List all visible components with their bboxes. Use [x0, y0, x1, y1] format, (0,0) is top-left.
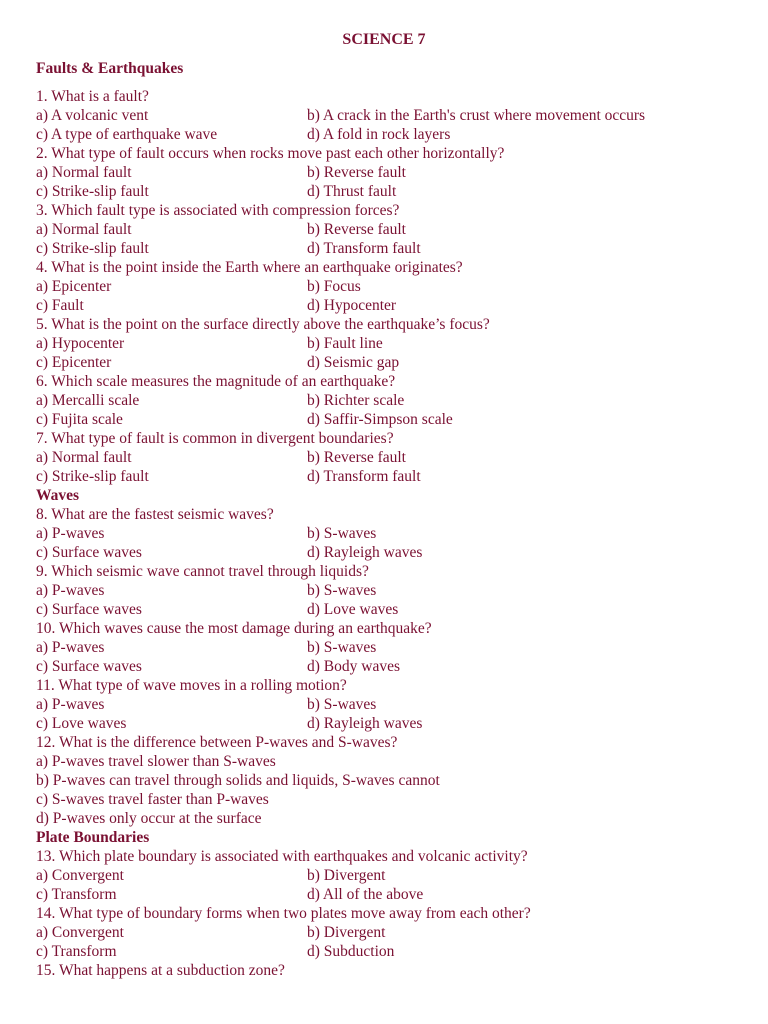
- answer-option: c) Surface waves: [36, 601, 142, 618]
- answer-options-row: [36, 923, 736, 942]
- answer-option: d) Body waves: [307, 658, 400, 675]
- question-line: [36, 752, 736, 771]
- answer-option: a) Normal fault: [36, 449, 132, 466]
- question-line: [36, 429, 736, 448]
- answer-option: b) Divergent: [307, 924, 386, 941]
- answer-options-row: [36, 524, 736, 543]
- question-text: 2. What type of fault occurs when rocks move past each other horizontally?: [36, 145, 505, 162]
- question-line: [36, 961, 736, 980]
- question-line: [36, 771, 736, 790]
- answer-option: c) Surface waves: [36, 658, 142, 675]
- question-line: [36, 201, 736, 220]
- answer-option: b) S-waves: [307, 639, 377, 656]
- answer-options-row: [36, 543, 736, 562]
- answer-option: a) Hypocenter: [36, 335, 125, 352]
- question-text: 9. Which seismic wave cannot travel through liquids?: [36, 563, 369, 580]
- question-text: 15. What happens at a subduction zone?: [36, 962, 285, 979]
- answer-option: b) Reverse fault: [307, 164, 406, 181]
- answer-option: d) Hypocenter: [307, 297, 397, 314]
- question-text: b) P-waves can travel through solids and liquids, S-waves cannot: [36, 772, 440, 789]
- question-text: 3. Which fault type is associated with compression forces?: [36, 202, 400, 219]
- question-line: [36, 505, 736, 524]
- question-text: 10. Which waves cause the most damage during an earthquake?: [36, 620, 432, 637]
- answer-options-row: [36, 391, 736, 410]
- question-text: 14. What type of boundary forms when two plates move away from each other?: [36, 905, 531, 922]
- answer-options-row: [36, 182, 736, 201]
- question-text: d) P-waves only occur at the surface: [36, 810, 262, 827]
- question-line: [36, 904, 736, 923]
- section-heading-text: Waves: [36, 487, 80, 504]
- question-text: a) P-waves travel slower than S-waves: [36, 753, 276, 770]
- answer-option: c) A type of earthquake wave: [36, 126, 218, 143]
- answer-options-row: [36, 353, 736, 372]
- answer-option: c) Strike-slip fault: [36, 468, 149, 485]
- answer-options-row: [36, 638, 736, 657]
- answer-options-row: [36, 942, 736, 961]
- question-line: [36, 562, 736, 581]
- question-text: 5. What is the point on the surface directly above the earthquake’s focus?: [36, 316, 490, 333]
- answer-option: a) Normal fault: [36, 221, 132, 238]
- answer-option: b) Reverse fault: [307, 449, 406, 466]
- answer-option: c) Love waves: [36, 715, 127, 732]
- answer-option: d) Seismic gap: [307, 354, 400, 371]
- answer-option: a) P-waves: [36, 696, 105, 713]
- question-text: 13. Which plate boundary is associated with earthquakes and volcanic activity?: [36, 848, 528, 865]
- question-text: 11. What type of wave moves in a rolling motion?: [36, 677, 347, 694]
- answer-option: a) P-waves: [36, 525, 105, 542]
- question-text: c) S-waves travel faster than P-waves: [36, 791, 269, 808]
- question-text: 8. What are the fastest seismic waves?: [36, 506, 274, 523]
- answer-options-row: [36, 695, 736, 714]
- question-line: [36, 144, 736, 163]
- answer-option: b) Divergent: [307, 867, 386, 884]
- question-line: [36, 790, 736, 809]
- answer-option: c) Transform: [36, 886, 117, 903]
- answer-option: c) Fault: [36, 297, 84, 314]
- answer-options-row: [36, 163, 736, 182]
- answer-option: d) Transform fault: [307, 468, 421, 485]
- answer-options-row: [36, 220, 736, 239]
- answer-option: c) Fujita scale: [36, 411, 123, 428]
- question-text: 1. What is a fault?: [36, 88, 149, 105]
- answer-option: b) Reverse fault: [307, 221, 406, 238]
- answer-option: d) Thrust fault: [307, 183, 397, 200]
- answer-option: d) Subduction: [307, 943, 395, 960]
- answer-option: b) Focus: [307, 278, 361, 295]
- answer-options-row: [36, 125, 736, 144]
- answer-option: b) S-waves: [307, 696, 377, 713]
- answer-options-row: [36, 866, 736, 885]
- section-heading: [36, 486, 736, 505]
- answer-options-row: [36, 106, 736, 125]
- answer-options-row: [36, 467, 736, 486]
- section-heading-text: Plate Boundaries: [36, 829, 150, 846]
- question-line: [36, 315, 736, 334]
- question-line: [36, 847, 736, 866]
- answer-option: a) Epicenter: [36, 278, 112, 295]
- answer-option: b) Richter scale: [307, 392, 405, 409]
- question-line: [36, 619, 736, 638]
- answer-option: d) Transform fault: [307, 240, 421, 257]
- question-text: 12. What is the difference between P-waves and S-waves?: [36, 734, 398, 751]
- answer-option: d) All of the above: [307, 886, 424, 903]
- answer-options-row: [36, 885, 736, 904]
- answer-options-row: [36, 239, 736, 258]
- answer-option: c) Strike-slip fault: [36, 183, 149, 200]
- answer-option: d) Love waves: [307, 601, 399, 618]
- answer-option: b) S-waves: [307, 582, 377, 599]
- answer-option: c) Surface waves: [36, 544, 142, 561]
- question-line: [36, 676, 736, 695]
- answer-option: b) Fault line: [307, 335, 383, 352]
- answer-options-row: [36, 296, 736, 315]
- section-heading-faults: Faults & Earthquakes: [36, 60, 184, 77]
- answer-option: a) P-waves: [36, 639, 105, 656]
- answer-option: c) Epicenter: [36, 354, 112, 371]
- question-line: [36, 809, 736, 828]
- answer-options-row: [36, 657, 736, 676]
- answer-option: b) A crack in the Earth's crust where movement occurs: [307, 107, 646, 124]
- answer-options-row: [36, 277, 736, 296]
- answer-option: d) A fold in rock layers: [307, 126, 451, 143]
- answer-option: c) Transform: [36, 943, 117, 960]
- answer-options-row: [36, 714, 736, 733]
- answer-option: a) Normal fault: [36, 164, 132, 181]
- answer-option: a) Convergent: [36, 924, 124, 941]
- answer-options-row: [36, 581, 736, 600]
- answer-option: a) A volcanic vent: [36, 107, 149, 124]
- answer-option: b) S-waves: [307, 525, 377, 542]
- question-line: [36, 258, 736, 277]
- question-line: [36, 372, 736, 391]
- answer-option: c) Strike-slip fault: [36, 240, 149, 257]
- question-text: 4. What is the point inside the Earth where an earthquake originates?: [36, 259, 463, 276]
- answer-options-row: [36, 448, 736, 467]
- page-title: SCIENCE 7: [342, 31, 426, 48]
- question-text: 6. Which scale measures the magnitude of an earthquake?: [36, 373, 396, 390]
- answer-option: a) P-waves: [36, 582, 105, 599]
- answer-options-row: [36, 334, 736, 353]
- section-heading: [36, 828, 736, 847]
- answer-options-row: [36, 410, 736, 429]
- answer-option: d) Rayleigh waves: [307, 715, 423, 732]
- answer-option: d) Saffir-Simpson scale: [307, 411, 453, 428]
- question-line: [36, 87, 736, 106]
- answer-option: a) Convergent: [36, 867, 124, 884]
- answer-option: a) Mercalli scale: [36, 392, 140, 409]
- answer-options-row: [36, 600, 736, 619]
- question-list: [36, 87, 736, 980]
- question-line: [36, 733, 736, 752]
- answer-option: d) Rayleigh waves: [307, 544, 423, 561]
- question-text: 7. What type of fault is common in divergent boundaries?: [36, 430, 394, 447]
